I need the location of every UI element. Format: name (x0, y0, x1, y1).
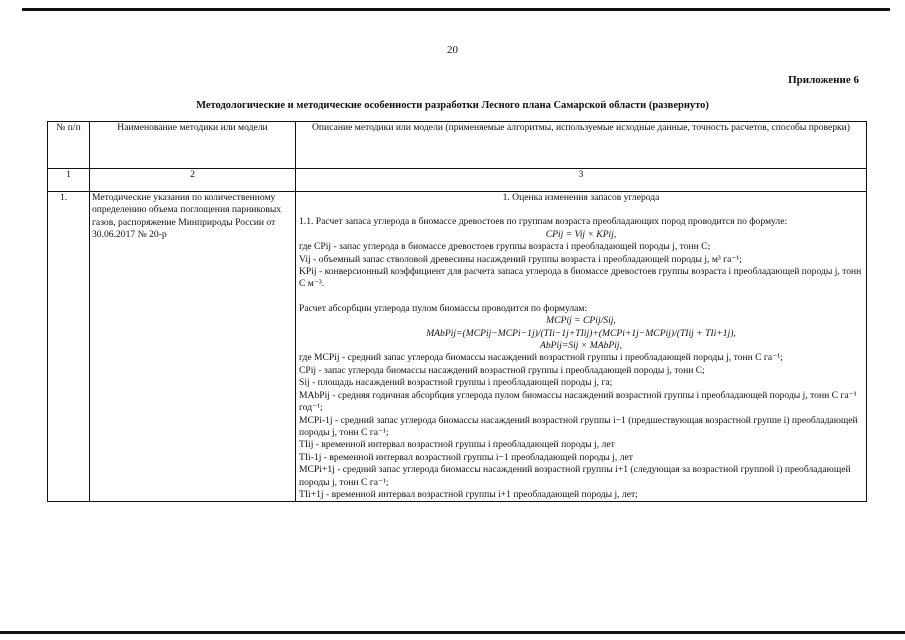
definition: MCPi-1j - средний запас углерода биомассы насаждений возрастной группы i−1 (предшествующая возрастной группе i) преобладающей породы j, тонн С га⁻¹; (299, 414, 858, 438)
section-title: 1. Оценка изменения запасов углерода (502, 192, 660, 203)
table-row (48, 192, 867, 502)
definition: Vij - объемный запас стволовой древесины насаждений группы возраста i преобладающей породы j, м³ га⁻¹; (299, 253, 742, 265)
header-name: Наименование методики или модели (90, 122, 296, 169)
col-number-2: 2 (90, 169, 296, 192)
col-number-3: 3 (296, 169, 867, 192)
row-number: 1. (48, 192, 90, 502)
header-desc: Описание методики или модели (применяемые алгоритмы, используемые исходные данные, точность расчетов, способы проверки) (296, 122, 867, 169)
definition: TIi+1j - временной интервал возрастной группы i+1 преобладающей породы j, лет; (299, 488, 638, 500)
header-num: № п/п (48, 122, 90, 169)
definition: MAbPij - средняя годичная абсорбция углерода пулом биомассы насаждений возрастной группы i преобладающей породы j, тонн С га⁻¹ год⁻¹; (299, 389, 857, 414)
document-title: Методологические и методические особенности разработки Лесного плана Самарской области (развернуто) (196, 100, 709, 111)
definition: CPij - запас углерода биомассы насаждений возрастной группы i преобладающей породы j, тонн С; (299, 364, 705, 376)
page-number: 20 (447, 44, 458, 56)
method-name: Методические указания по количественному определению объема поглощения парниковых газов, распоряжение Минприроды России от 30.06.2017 № 20-р (90, 192, 296, 502)
formula: AbPij=Sij × MAbPij, (540, 340, 622, 352)
definition: TIi-1j - временной интервал возрастной группы i−1 преобладающей породы j, лет (299, 451, 633, 463)
definition: где CPij - запас углерода в биомассе древостоев группы возраста i преобладающей породы j, тонн С; (299, 241, 711, 253)
paragraph: 1.1. Расчет запаса углерода в биомассе древостоев по группам возраста преобладающих пород проводится по формуле: (299, 216, 788, 228)
table-header-row (48, 122, 867, 169)
formula: MCPij = CPij/Sij, (546, 315, 616, 327)
top-border-line (22, 8, 890, 11)
formula: CPij = Vij × KPij, (545, 228, 617, 240)
definition: TIij - временной интервал возрастной группы i преобладающей породы j, лет (299, 439, 615, 451)
column-number-row (48, 169, 867, 192)
method-description (296, 192, 867, 502)
definition: MCPi+1j - средний запас углерода биомассы насаждений возрастной группы i+1 (следующая за возрастной группой i) преобладающей породы j, тонн С га⁻¹; (299, 464, 851, 488)
paragraph: Расчет абсорбции углерода пулом биомассы проводится по формулам: (299, 302, 588, 314)
formula: MAbPij=(MCPij−MCPi−1j)/(TIi−1j+TIij)+(MCPi+1j−MCPij)/(TIij + TIi+1j), (426, 327, 736, 339)
bottom-border-line (0, 631, 905, 634)
methods-table (47, 121, 867, 502)
col-number-1: 1 (48, 169, 90, 192)
definition: где MCPij - средний запас углерода биомассы насаждений возрастной группы i преобладающей породы j, тонн С га⁻¹; (299, 352, 783, 364)
definition: Sij - площадь насаждений возрастной группы i преобладающей породы j, га; (299, 377, 613, 389)
definition: KPij - конверсионный коэффициент для расчета запаса углерода в биомассе древостоев группы возраста i преобладающей породы j, тонн С м⁻³. (299, 266, 862, 290)
appendix-label: Приложение 6 (788, 74, 859, 86)
